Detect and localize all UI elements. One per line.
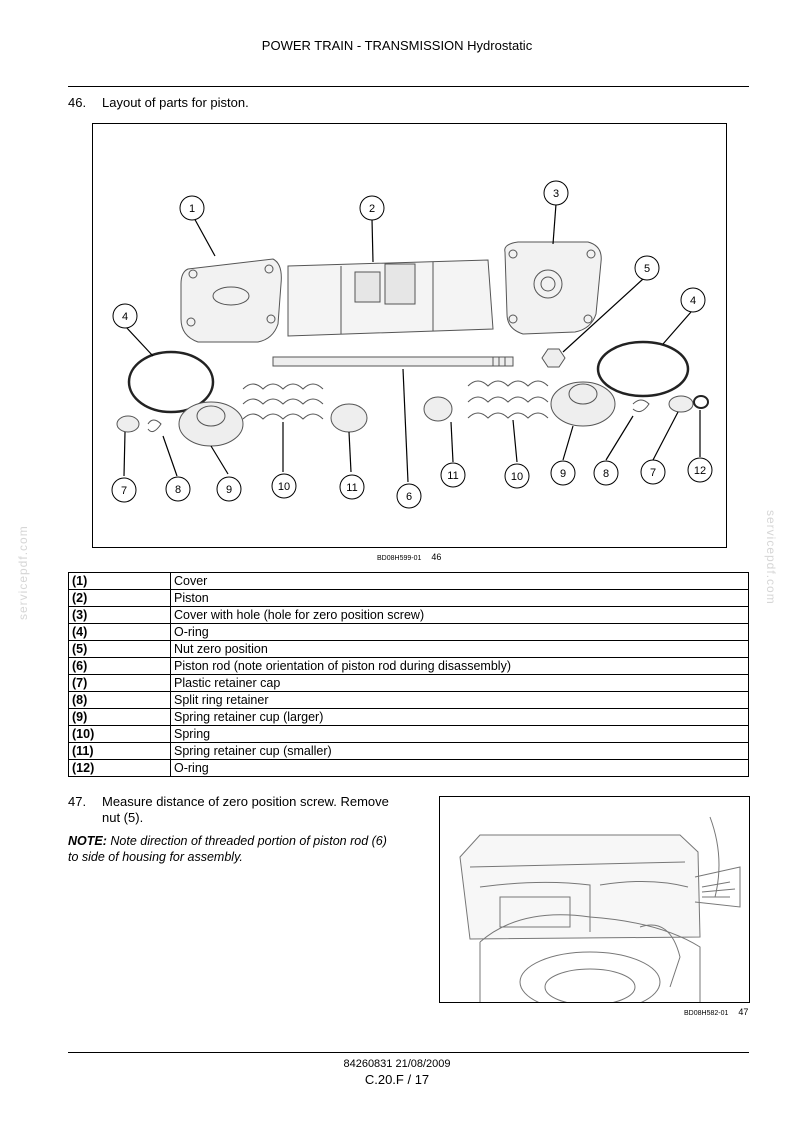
part-ref: (6) [69,658,171,675]
callout-9-left: 9 [225,484,233,496]
part-ref: (4) [69,624,171,641]
table-row [69,607,749,624]
part-desc: Spring retainer cup (larger) [171,709,749,726]
step-47-line-1: Measure distance of zero position screw. Remove [102,794,389,809]
part-desc: O-ring [171,624,749,641]
table-row [69,726,749,743]
part-ref: (10) [69,726,171,743]
callout-10-left: 10 [277,481,291,493]
table-row [69,573,749,590]
callout-5: 5 [643,263,651,275]
figure-47-code: BD08H582-01 [684,1010,729,1017]
callout-4-right: 4 [689,295,697,307]
part-desc: Split ring retainer [171,692,749,709]
part-desc: Nut zero position [171,641,749,658]
note-label: NOTE: [68,834,107,848]
footer-doc-id: 84260831 21/08/2009 [343,1058,451,1070]
part-ref: (1) [69,573,171,590]
part-ref: (11) [69,743,171,760]
table-row [69,641,749,658]
callout-10-right: 10 [510,471,524,483]
part-desc: Spring retainer cup (smaller) [171,743,749,760]
part-desc: Piston [171,590,749,607]
footer-rule [68,1052,749,1053]
callout-1: 1 [188,203,196,215]
step-47-line-2: nut (5). [102,810,144,825]
parts-table [68,572,749,777]
footer-page-number: C.20.F / 17 [364,1072,430,1087]
part-ref: (5) [69,641,171,658]
callout-9-right: 9 [559,468,567,480]
table-row [69,709,749,726]
part-ref: (12) [69,760,171,777]
figure-46-caption [377,552,441,562]
figure-46-number: 46 [431,552,442,562]
table-row [69,692,749,709]
note-line-2: to side of housing for assembly. [68,850,243,864]
figure-46-code: BD08H599-01 [377,555,422,562]
callout-11-right: 11 [447,470,459,482]
callout-7-right: 7 [649,467,657,479]
page-header-title: POWER TRAIN - TRANSMISSION Hydrostatic [261,38,533,53]
callout-4-left: 4 [121,311,129,323]
part-desc: Plastic retainer cap [171,675,749,692]
callout-6: 6 [405,491,413,503]
callout-8-left: 8 [174,484,182,496]
figure-46 [92,123,727,548]
table-row [69,658,749,675]
callout-7-left: 7 [120,485,128,497]
part-ref: (7) [69,675,171,692]
note-text-1: Note direction of threaded portion of piston rod (6) [106,834,387,848]
part-ref: (9) [69,709,171,726]
part-desc: O-ring [171,760,749,777]
watermark-right: servicepdf.com [764,510,778,605]
callout-3: 3 [552,188,560,200]
watermark-left: servicepdf.com [16,525,30,620]
callout-8-right: 8 [602,468,610,480]
part-desc: Piston rod (note orientation of piston rod during disassembly) [171,658,749,675]
step-47-number: 47. [68,794,87,809]
figure-47-number: 47 [738,1007,749,1017]
callout-11-left: 11 [346,482,358,494]
housing-illustration [440,797,749,1002]
callout-2: 2 [368,203,376,215]
table-row [69,675,749,692]
part-ref: (2) [69,590,171,607]
part-ref: (8) [69,692,171,709]
header-rule [68,86,749,87]
callout-12: 12 [693,465,707,477]
step-46-number: 46. [68,95,87,110]
part-ref: (3) [69,607,171,624]
figure-47-caption [684,1007,748,1017]
table-row [69,590,749,607]
step-46-text: Layout of parts for piston. [102,95,249,110]
table-row [69,743,749,760]
table-row [69,760,749,777]
figure-47 [439,796,750,1003]
piston-parts-illustration [93,124,726,547]
table-row [69,624,749,641]
part-desc: Spring [171,726,749,743]
part-desc: Cover with hole (hole for zero position screw) [171,607,749,624]
part-desc: Cover [171,573,749,590]
note-line-1 [68,833,387,849]
